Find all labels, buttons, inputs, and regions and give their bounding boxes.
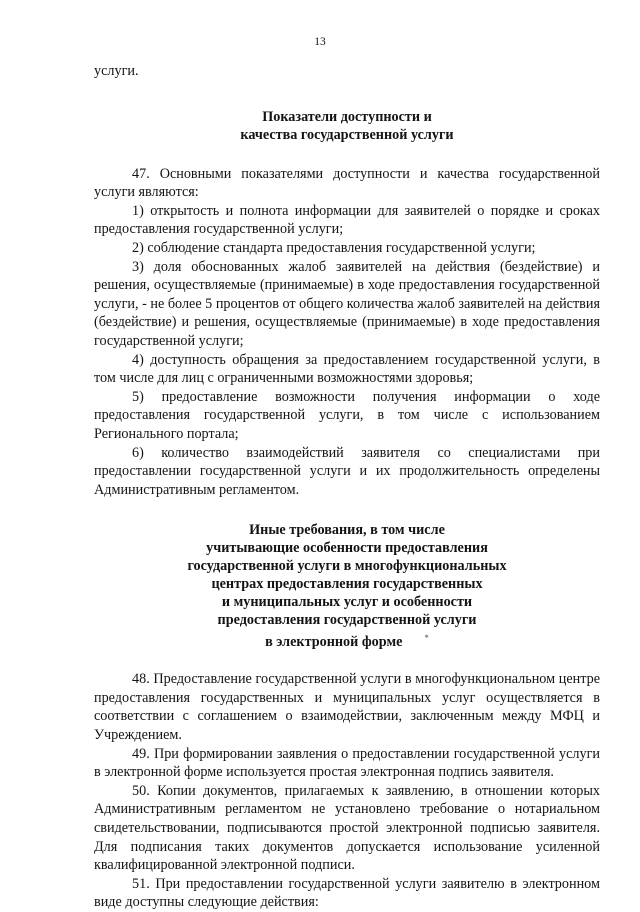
paragraph-48: 48. Предоставление государственной услуги в многофункциональном центре предоставления государственных и муниципальных услуг осуществляется в соответствии с соглашением о взаимодействии, заключенным между МФЦ и Учреждением. <box>94 671 600 744</box>
heading-line: государственной услуги в многофункциональных <box>187 558 507 575</box>
heading-line-last <box>94 629 600 651</box>
list-item-1: 1) открытость и полнота информации для заявителей о порядке и сроках предоставления государственной услуги; <box>94 202 600 238</box>
heading-line: качества государственной услуги <box>240 126 454 143</box>
heading-line: предоставления государственной услуги <box>217 612 477 629</box>
paragraph-47: 47. Основными показателями доступности и качества государственной услуги являются: <box>94 165 600 201</box>
document-body <box>94 62 600 912</box>
list-item-2: 2) соблюдение стандарта предоставления государственной услуги; <box>132 239 536 256</box>
asterisk-mark: * <box>424 633 429 644</box>
paragraph-51: 51. При предоставлении государственной услуги заявителю в электронном виде доступны следующие действия: <box>94 875 600 911</box>
paragraph-50: 50. Копии документов, прилагаемых к заявлению, в отношении которых Административным регламентом не установлено требование о нотариальном свидетельствовании, подписываются простой электронной подписью заявителя. Для подписания таких документов допускается использование усиленной квалифицированной электронной подписи. <box>94 782 600 874</box>
section-heading-other-requirements <box>94 521 600 651</box>
page-number: 13 <box>314 36 326 48</box>
list-item-4: 4) доступность обращения за предоставлением государственной услуги, в том числе для лиц с ограниченными возможностями здоровья; <box>94 351 600 387</box>
heading-line: Иные требования, в том числе <box>249 522 445 539</box>
list-item-5: 5) предоставление возможности получения информации о ходе предоставления государственной услуги, в том числе с использованием Регионального портала; <box>94 388 600 442</box>
heading-line: центрах предоставления государственных <box>211 576 483 593</box>
list-item-3: 3) доля обоснованных жалоб заявителей на действия (бездействие) и решения, осуществляемые (принимаемые) в ходе предоставления государственной услуги, - не более 5 процентов от общего количества жалоб заявителей на действия (бездействие) и решения, осуществляемые (принимаемые) в ходе предоставления государственной услуги; <box>94 258 600 349</box>
heading-line: и муниципальных услуг и особенности <box>221 594 473 611</box>
continuation-text: услуги. <box>94 63 139 79</box>
paragraph-49: 49. При формировании заявления о предоставлении государственной услуги в электронной форме используется простая электронная подпись заявителя. <box>94 745 600 781</box>
heading-line-text: в электронной форме <box>265 634 403 651</box>
heading-line: Показатели доступности и <box>262 108 432 125</box>
section-heading-accessibility <box>94 108 600 144</box>
list-item-6: 6) количество взаимодействий заявителя со специалистами при предоставлении государственной услуги и их продолжительность определены Административным регламентом. <box>94 444 600 498</box>
heading-line: учитывающие особенности предоставления <box>206 540 488 557</box>
